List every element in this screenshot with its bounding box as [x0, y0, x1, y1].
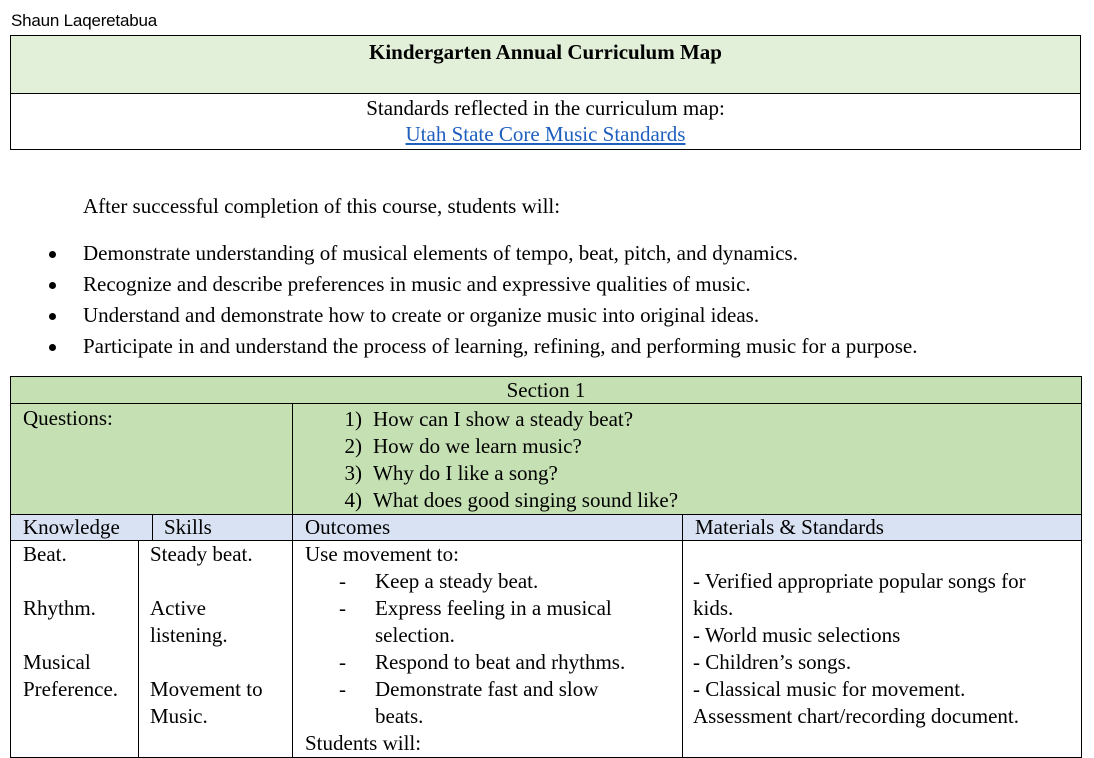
skill-item: Steady beat. [150, 542, 253, 566]
knowledge-item: Rhythm. [23, 596, 96, 620]
list-item: Participate in and understand the process of learning, refining, and performing music for a purpose. [0, 333, 918, 364]
outcomes-header: Outcomes [293, 515, 683, 541]
question-item: 2) How do we learn music? [344, 434, 582, 458]
material-item: Assessment chart/recording document. [693, 704, 1019, 728]
author-name: Shaun Laqeretabua [11, 11, 157, 30]
material-item: - World music selections [693, 623, 901, 647]
skill-item: listening. [150, 623, 228, 647]
knowledge-header: Knowledge [23, 515, 120, 539]
knowledge-item: Musical [23, 650, 91, 674]
outcomes-cell [293, 541, 683, 758]
material-item: - Children’s songs. [693, 650, 852, 674]
course-outcomes-list [0, 240, 918, 364]
skill-item: Movement to [150, 677, 263, 701]
skills-header: Skills [164, 515, 212, 539]
question-item: 1) How can I show a steady beat? [344, 407, 634, 431]
skill-item: Active [150, 596, 206, 620]
bullet-icon [49, 251, 56, 258]
outcome-item: - Demonstrate fast and slow [339, 677, 599, 701]
knowledge-skills-cell [11, 541, 293, 758]
outcome-item: - Keep a steady beat. [339, 569, 539, 593]
material-item: - Classical music for movement. [693, 677, 966, 701]
standards-cell [11, 94, 1081, 150]
materials-cell [683, 541, 1082, 758]
outcome-item-continued: beats. [375, 704, 424, 728]
material-item: kids. [693, 596, 734, 620]
standards-label: Standards reflected in the curriculum map: [366, 96, 725, 120]
bullet-icon [49, 313, 56, 320]
outcome-item-continued: selection. [375, 623, 455, 647]
questions-label: Questions: [11, 404, 293, 515]
section-1-table [10, 376, 1082, 758]
outcomes-intro: Use movement to: [305, 542, 459, 566]
document-title: Kindergarten Annual Curriculum Map [11, 36, 1081, 94]
knowledge-item: Beat. [23, 542, 67, 566]
question-item: 3) Why do I like a song? [344, 461, 558, 485]
list-item: Demonstrate understanding of musical elements of tempo, beat, pitch, and dynamics. [0, 240, 918, 271]
standards-link[interactable]: Utah State Core Music Standards [405, 122, 686, 146]
bullet-icon [49, 282, 56, 289]
list-item: Recognize and describe preferences in music and expressive qualities of music. [0, 271, 918, 302]
knowledge-item: Preference. [23, 677, 119, 701]
questions-list [293, 404, 1082, 515]
list-item: Understand and demonstrate how to create or organize music into original ideas. [0, 302, 918, 333]
bullet-icon [49, 344, 56, 351]
materials-header: Materials & Standards [683, 515, 1082, 541]
question-item: 4) What does good singing sound like? [344, 488, 679, 512]
curriculum-header-table [10, 35, 1081, 150]
outcome-item: - Respond to beat and rhythms. [339, 650, 626, 674]
material-item: - Verified appropriate popular songs for [693, 569, 1026, 593]
intro-text: After successful completion of this course, students will: [83, 194, 561, 218]
knowledge-skills-header [11, 515, 293, 541]
skill-item: Music. [150, 704, 208, 728]
section-title: Section 1 [11, 377, 1082, 404]
outcomes-trailing: Students will: [305, 731, 422, 755]
outcome-item: - Express feeling in a musical [339, 596, 612, 620]
